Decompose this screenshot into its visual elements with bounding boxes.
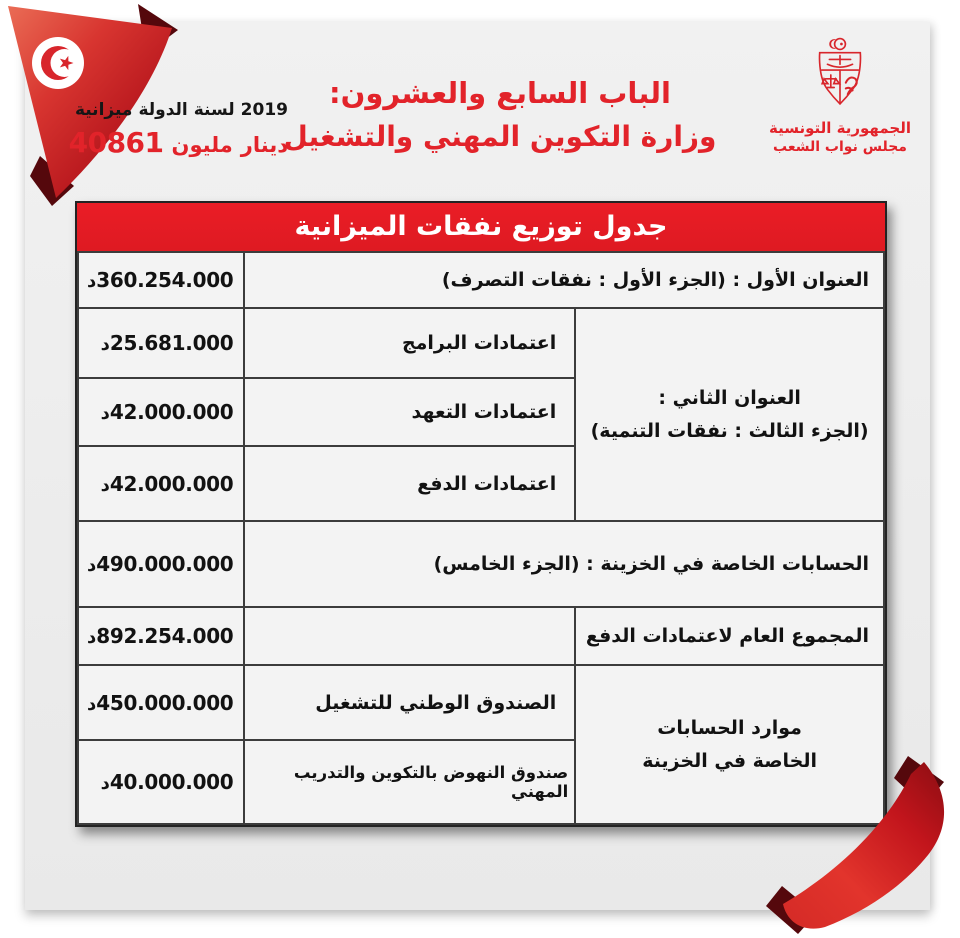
table-row — [78, 665, 884, 740]
budget-year: 2019 — [240, 100, 288, 120]
currency-dinar: د — [100, 403, 110, 424]
budget-amount-line — [48, 126, 288, 159]
budget-table — [75, 201, 887, 827]
employment-fund-label: الصندوق الوطني للتشغيل — [244, 665, 575, 740]
budget-word: مليون — [171, 133, 233, 157]
page-title — [278, 72, 722, 158]
resources-line1: موارد الحسابات — [657, 717, 802, 740]
budget-word: ميزانية — [74, 100, 133, 120]
amount-value: 892.254.000 — [96, 624, 234, 648]
currency-dinar: د — [87, 693, 97, 715]
commitment-credits-label: اعتمادات التعهد — [244, 378, 575, 446]
table-row — [78, 607, 884, 665]
currency-dinar: د — [87, 627, 97, 648]
grand-total-amount-cell — [78, 607, 244, 665]
corner-ribbon-bottom-right — [756, 738, 960, 938]
resources-line2: الخاصة في الخزينة — [642, 749, 818, 772]
amount-value: 42.000.000 — [109, 400, 234, 424]
ministry-title: وزارة التكوين المهني والتشغيل — [283, 119, 717, 153]
table-row — [78, 521, 884, 607]
table-title: جدول توزيع نفقات الميزانية — [77, 203, 885, 251]
training-fund-amount-cell — [78, 740, 244, 824]
republic-name: الجمهورية التونسية — [769, 119, 911, 137]
title1-amount-cell — [78, 252, 244, 308]
amount-value: 360.254.000 — [96, 268, 234, 292]
training-fund-label: صندوق النهوض بالتكوين والتدريب المهني — [244, 740, 575, 824]
grand-total-label: المجموع العام لاعتمادات الدفع — [575, 607, 884, 665]
ribbon-body — [783, 762, 944, 929]
budget-total-number: 40861 — [68, 126, 164, 159]
amount-value: 490.000.000 — [96, 552, 234, 576]
table-row — [78, 308, 884, 378]
treasury-accounts-amount-cell — [78, 521, 244, 607]
payment-credits-amount-cell — [78, 446, 244, 521]
title2-line2: (الجزء الثالث : نفقات التنمية) — [590, 419, 869, 442]
employment-fund-amount-cell — [78, 665, 244, 740]
payment-credits-label: اعتمادات الدفع — [244, 446, 575, 521]
currency-dinar: د — [87, 271, 97, 292]
assembly-name: مجلس نواب الشعب — [773, 139, 907, 155]
tunisia-flag-emblem — [32, 37, 84, 89]
amount-value: 42.000.000 — [109, 471, 234, 496]
budget-note — [48, 100, 288, 159]
program-credits-label: اعتمادات البرامج — [244, 308, 575, 378]
budget-word: لسنة — [193, 100, 235, 120]
table-row — [78, 252, 884, 308]
currency-dinar: د — [100, 474, 110, 496]
amount-value: 25.681.000 — [109, 331, 234, 355]
chapter-title: الباب السابع والعشرون: — [329, 76, 671, 110]
government-emblem-block — [768, 36, 912, 155]
currency-dinar: د — [100, 773, 110, 794]
treasury-accounts-label: الحسابات الخاصة في الخزينة : (الجزء الخامس) — [244, 521, 884, 607]
tunisia-coat-of-arms-icon — [811, 36, 869, 110]
title1-label: العنوان الأول : (الجزء الأول : نفقات التصرف) — [244, 252, 884, 308]
program-credits-amount-cell — [78, 308, 244, 378]
budget-word: دينار — [240, 133, 288, 157]
currency-dinar: د — [100, 334, 110, 355]
budget-year-line — [48, 100, 288, 120]
commitment-credits-amount-cell — [78, 378, 244, 446]
budget-word: الدولة — [138, 100, 188, 120]
title2-line1: العنوان الثاني : — [658, 387, 801, 410]
amount-value: 40.000.000 — [109, 770, 234, 794]
currency-dinar: د — [87, 555, 97, 576]
empty-cell — [244, 607, 575, 665]
amount-value: 450.000.000 — [96, 690, 234, 715]
title2-group-label — [575, 308, 884, 521]
